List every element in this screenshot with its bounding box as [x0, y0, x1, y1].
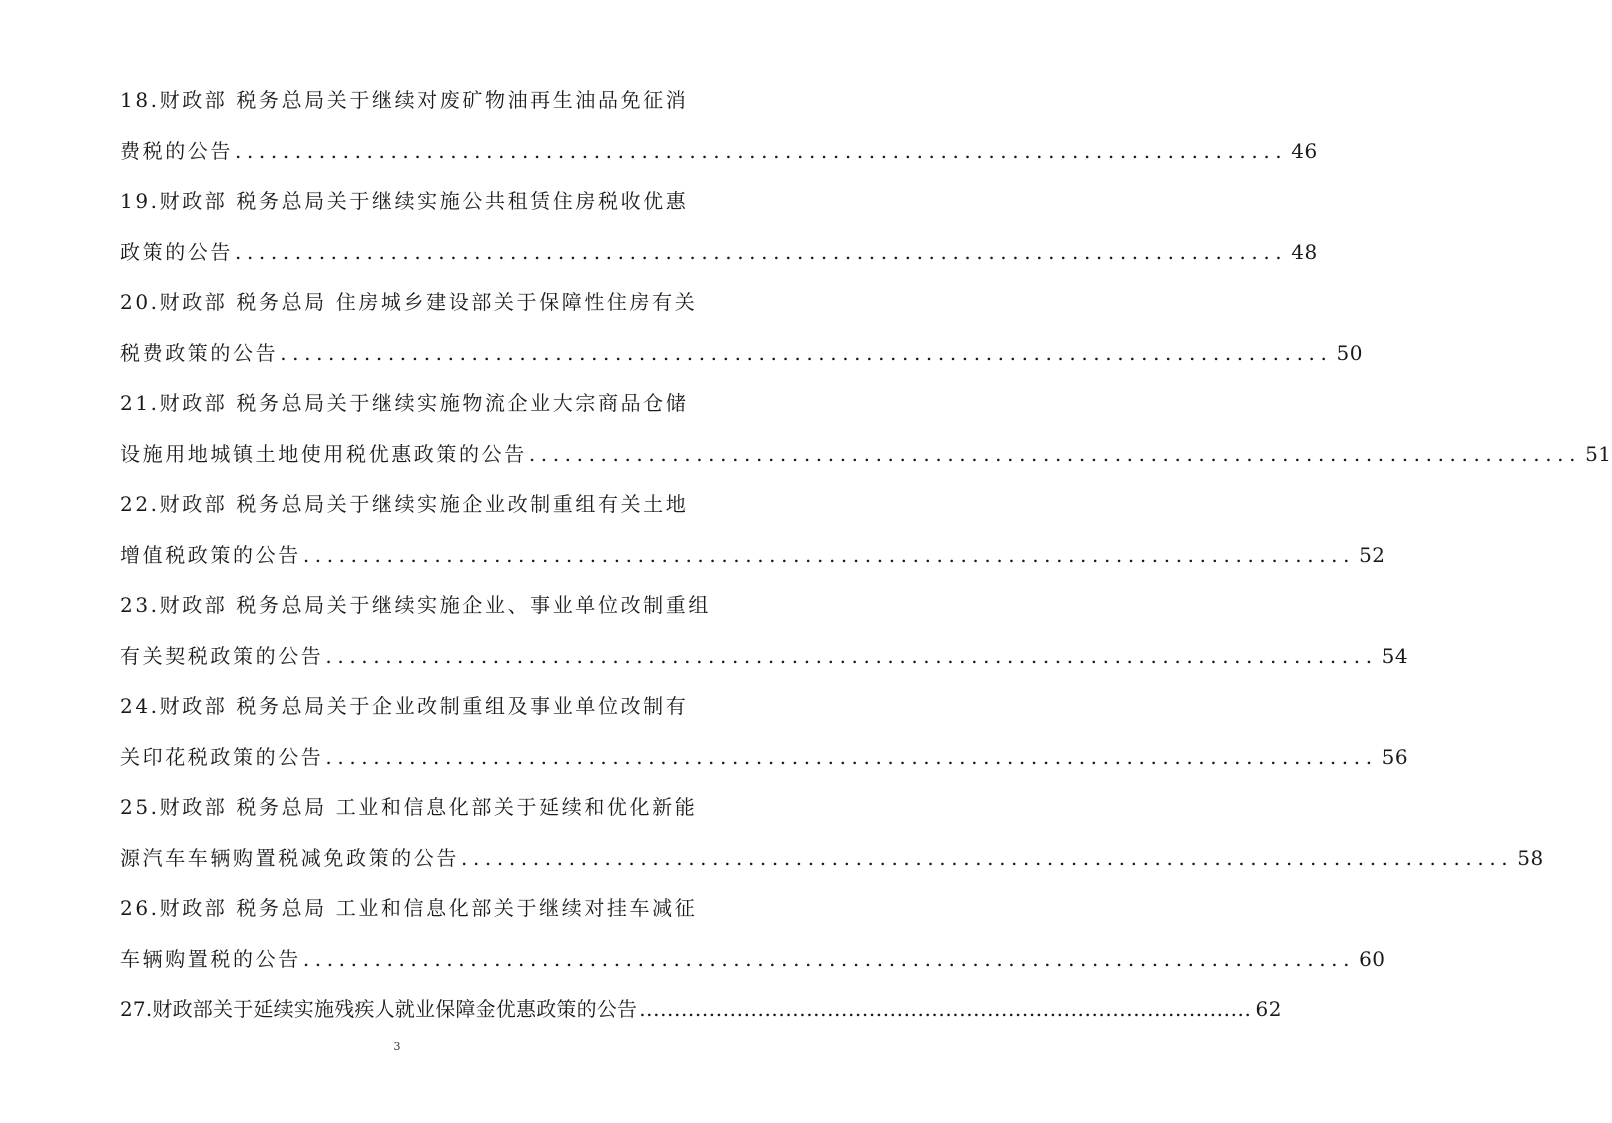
toc-entry-title-end: 税费政策的公告	[120, 340, 279, 365]
toc-entry-title-end: 关印花税政策的公告	[120, 744, 324, 769]
toc-entry-27[interactable]	[120, 984, 1282, 1035]
toc-entry-25[interactable]	[120, 782, 1544, 883]
toc-entry-single-line	[120, 984, 1282, 1035]
toc-entry-title: 20.财政部 税务总局 住房城乡建设部关于保障性住房有关	[120, 290, 698, 314]
toc-entry-title: 22.财政部 税务总局关于继续实施企业改制重组有关土地	[120, 492, 689, 516]
toc-entry-title-end: 增值税政策的公告	[120, 542, 301, 567]
toc-page-number: 48	[1291, 239, 1318, 264]
toc-entry-title: 18.财政部 税务总局关于继续对废矿物油再生油品免征消	[120, 88, 689, 112]
table-of-contents	[120, 75, 1612, 1035]
toc-entry-22[interactable]	[120, 479, 1386, 580]
dot-leader: ........................................................................................	[325, 744, 1378, 769]
dot-leader: ........................................................................................	[302, 946, 1356, 971]
toc-entry-continuation	[120, 631, 1409, 682]
toc-entry-title: 19.财政部 税务总局关于继续实施公共租赁住房税收优惠	[120, 189, 689, 213]
toc-entry-title: 26.财政部 税务总局 工业和信息化部关于继续对挂车减征	[120, 896, 698, 920]
toc-entry-continuation	[120, 934, 1386, 985]
dot-leader: ........................................................................................	[235, 138, 1288, 163]
toc-entry-continuation	[120, 328, 1363, 379]
toc-entry-continuation	[120, 530, 1386, 581]
dot-leader: ........................................................................................	[528, 441, 1582, 466]
toc-page-number: 60	[1359, 946, 1386, 971]
toc-page-number: 46	[1291, 138, 1318, 163]
toc-entry-title: 23.财政部 税务总局关于继续实施企业、事业单位改制重组	[120, 593, 711, 617]
toc-page-number: 50	[1336, 340, 1363, 365]
toc-entry-continuation	[120, 429, 1612, 480]
toc-entry-24[interactable]	[120, 681, 1409, 782]
toc-entry-title: 24.财政部 税务总局关于企业改制重组及事业单位改制有	[120, 694, 689, 718]
toc-entry-title: 21.财政部 税务总局关于继续实施物流企业大宗商品仓储	[120, 391, 689, 415]
toc-entry-title-end: 费税的公告	[120, 138, 233, 163]
toc-entry-19[interactable]	[120, 176, 1318, 277]
toc-entry-continuation	[120, 833, 1544, 884]
toc-entry-title-end: 设施用地城镇土地使用税优惠政策的公告	[120, 441, 527, 466]
toc-entry-title-end: 源汽车车辆购置税减免政策的公告	[120, 845, 459, 870]
toc-entry-title: 27.财政部关于延续实施残疾人就业保障金优惠政策的公告	[120, 997, 638, 1021]
toc-entry-18[interactable]	[120, 75, 1318, 176]
toc-page-number: 58	[1517, 845, 1544, 870]
dot-leader: ........................................................................................	[461, 845, 1514, 870]
dot-leader: ........................................................................................	[235, 239, 1288, 264]
dot-leader: ........................................................................................	[280, 340, 1333, 365]
toc-entry-21[interactable]	[120, 378, 1612, 479]
toc-page-number: 52	[1359, 542, 1386, 567]
dot-leader: ........................................................................................	[302, 542, 1356, 567]
toc-entry-title-end: 有关契税政策的公告	[120, 643, 324, 668]
dot-leader: ........................................................................................	[639, 997, 1252, 1021]
toc-entry-continuation	[120, 227, 1318, 278]
toc-page-number: 62	[1255, 997, 1282, 1021]
toc-entry-continuation	[120, 732, 1409, 783]
toc-entry-20[interactable]	[120, 277, 1363, 378]
toc-entry-title-end: 政策的公告	[120, 239, 233, 264]
toc-page-number: 54	[1381, 643, 1409, 668]
toc-entry-title: 25.财政部 税务总局 工业和信息化部关于延续和优化新能	[120, 795, 698, 819]
toc-page-number: 56	[1381, 744, 1409, 769]
page-footer-number: 3	[393, 1040, 401, 1053]
toc-page-number: 51	[1585, 441, 1612, 466]
toc-entry-continuation	[120, 126, 1318, 177]
toc-entry-23[interactable]	[120, 580, 1409, 681]
dot-leader: ........................................................................................	[325, 643, 1378, 668]
toc-entry-26[interactable]	[120, 883, 1386, 984]
toc-entry-title-end: 车辆购置税的公告	[120, 946, 301, 971]
